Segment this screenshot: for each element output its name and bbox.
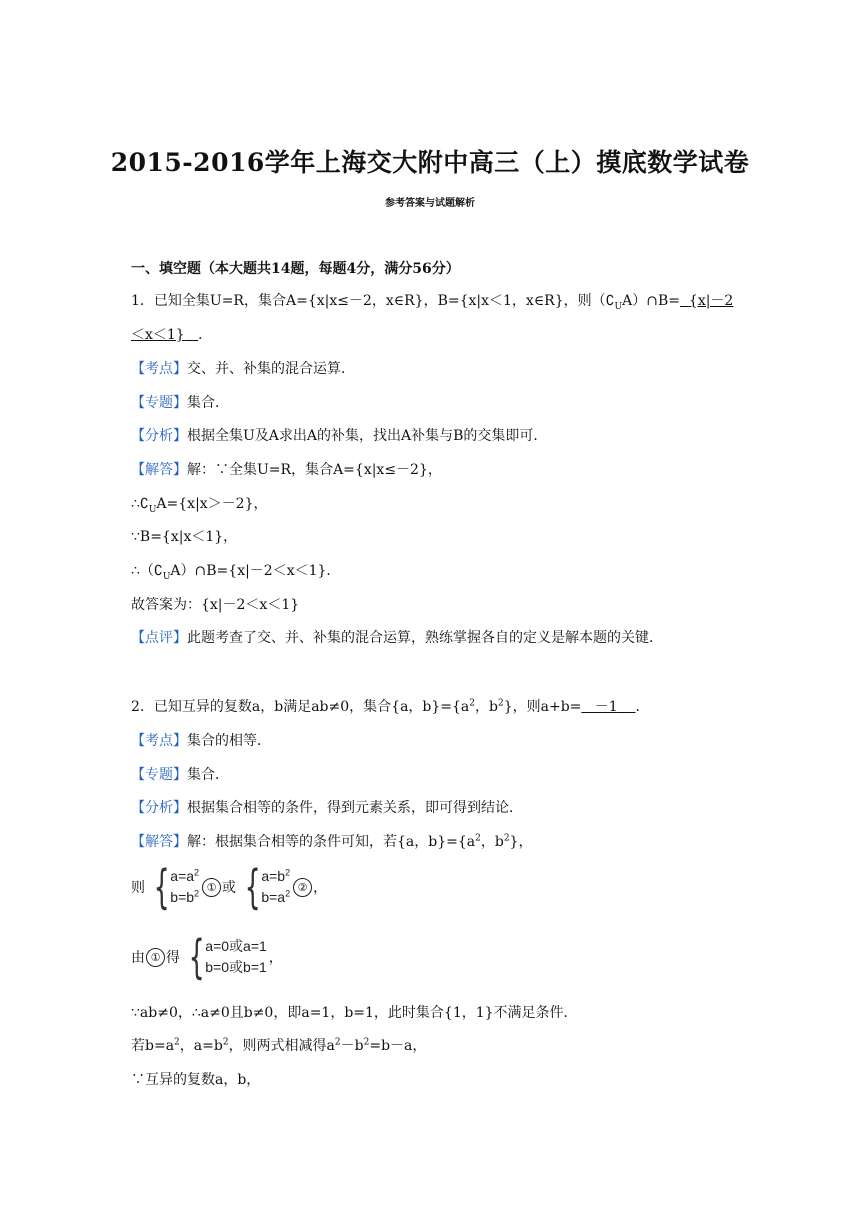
section-heading: 一、填空题（本大题共14题，每题4分，满分56分） <box>131 261 460 277</box>
q2-line-if: 若$b=a^2$，$a=b^2$，则两式相减得$a^2-b^2=b-a$， <box>131 1037 427 1054</box>
q1-answer-part1: {x|－2 <box>688 293 734 309</box>
q1-answer-part2: ＜x＜1} <box>131 327 185 343</box>
q1-step2: ∵B={x|x＜1}， <box>131 529 238 545</box>
page-subtitle: 参考答案与试题解析 <box>385 198 475 209</box>
q1-step3: $\therefore(∁_UA)\cap B=\{x|-2<x<1\}$． <box>131 563 341 582</box>
q2-equation-system-3: 由 ① 得 { a=0或a=1 b=0或b=1 ， <box>131 930 283 984</box>
q2-answer: －1 <box>594 699 618 715</box>
equation-system-2: { $a=b^2$ $b=a^2$ <box>244 860 291 914</box>
equation-system-1: { $a=a^2$ $b=b^2$ <box>153 860 200 914</box>
q2-line-last: ∵互异的复数a，b， <box>131 1072 261 1088</box>
q2-kaodian: 【考点】集合的相等． <box>131 733 271 749</box>
q1-fenxi: 【分析】根据全集U及A求出A的补集，找出A补集与B的交集即可． <box>131 428 548 444</box>
q1-stem: 1．已知全集U=R，集合A={x|x≤－2，x∈R}，B={x|x＜1，x∈R}，则$(∁_UA)\cap B= \{x|-2$ <box>131 293 734 312</box>
q2-jieda: 【解答】解：根据集合相等的条件可知，若{a，$b\}=\{a^2$，$b^2$}， <box>131 833 533 850</box>
q1-step1: $\therefore∁_UA=\{x|x>-2\}$， <box>131 496 268 515</box>
circle-two-marker: ② <box>293 878 312 897</box>
q1-zhuanti: 【专题】集合． <box>131 395 229 411</box>
circle-one-ref: ① <box>146 948 165 967</box>
q2-fenxi: 【分析】根据集合相等的条件，得到元素关系，即可得到结论． <box>131 800 523 816</box>
q1-jieda: 【解答】解：∵全集U=R，集合A={x|x≤－2}， <box>131 462 442 478</box>
circle-one-marker: ① <box>202 878 221 897</box>
q2-stem: 2．已知互异的复数a，b满足ab≠0，集合{a，$b\}=\{a^2$，$b^2$}，则a+b= －1 ． <box>131 698 650 715</box>
page-title: 2015-2016学年上海交大附中高三（上）摸底数学试卷 <box>110 148 750 177</box>
q1-dianping: 【点评】此题考查了交、并、补集的混合运算，熟练掌握各自的定义是解本题的关键． <box>131 630 663 646</box>
q2-zhuanti: 【专题】集合． <box>131 767 229 783</box>
q2-line-ab: ∵ab≠0，∴a≠0且b≠0，即a=1，b=1，此时集合{1，1}不满足条件． <box>131 1005 578 1021</box>
q2-equation-systems: 则 { $a=a^2$ $b=b^2$ ① 或 { $a=b^2$ $b=a^2$ ② ， <box>131 860 328 914</box>
q1-kaodian: 【考点】交、并、补集的混合运算． <box>131 361 355 377</box>
q1-answer-line: 故答案为：{x|－2＜x＜1} <box>131 597 300 613</box>
q1-stem-cont: ＜x＜1} ． <box>131 327 213 343</box>
